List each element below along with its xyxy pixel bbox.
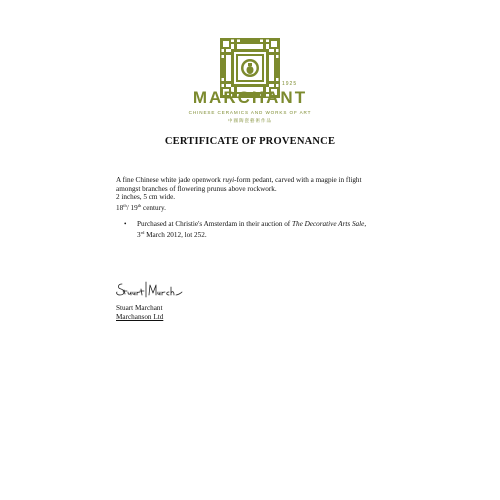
provenance-text-part: Purchased at Christie's Amsterdam in their auction of: [137, 220, 292, 228]
period-part: / 19: [126, 203, 138, 212]
provenance-text-part: ,: [364, 220, 367, 228]
period-text: [116, 202, 386, 213]
provenance-date-sup: rd: [140, 229, 145, 235]
dimensions-text: 2 inches, 5 cm wide.: [116, 193, 176, 202]
signer-block: [116, 304, 163, 321]
description-text-part: -form pedant, carved with a magpie in flight amongst branches of flowering prunus above rockwork.: [116, 176, 362, 193]
brand-year: 1925: [282, 81, 298, 87]
brand-name: MARCHANT: [192, 88, 308, 107]
bullet-icon: •: [124, 220, 127, 228]
certificate-title: CERTIFICATE OF PROVENANCE: [164, 136, 336, 147]
period-part: century.: [141, 203, 166, 212]
period-part: 18: [116, 203, 124, 212]
handwritten-signature: [114, 276, 184, 304]
period-sup: th: [123, 202, 127, 208]
signer-name: Stuart Marchant: [116, 304, 163, 312]
provenance-list: [124, 220, 394, 239]
period-sup: th: [137, 202, 142, 208]
item-description: [116, 176, 386, 212]
provenance-date-part: 3: [137, 230, 141, 239]
provenance-item: [124, 220, 394, 239]
description-text-part: A fine Chinese white jade openwork: [116, 176, 223, 184]
signer-company: Marchanson Ltd: [116, 312, 164, 321]
description-text: [116, 176, 386, 193]
brand-tagline: CHINESE CERAMICS AND WORKS OF ART: [188, 110, 312, 115]
brand-chinese-tagline: 中國陶瓷藝術作品: [228, 119, 272, 124]
provenance-date-part: March 2012, lot 252.: [144, 230, 207, 239]
description-italic-term: ruyi: [222, 176, 235, 184]
provenance-sale-name: The Decorative Arts Sale: [292, 220, 365, 228]
